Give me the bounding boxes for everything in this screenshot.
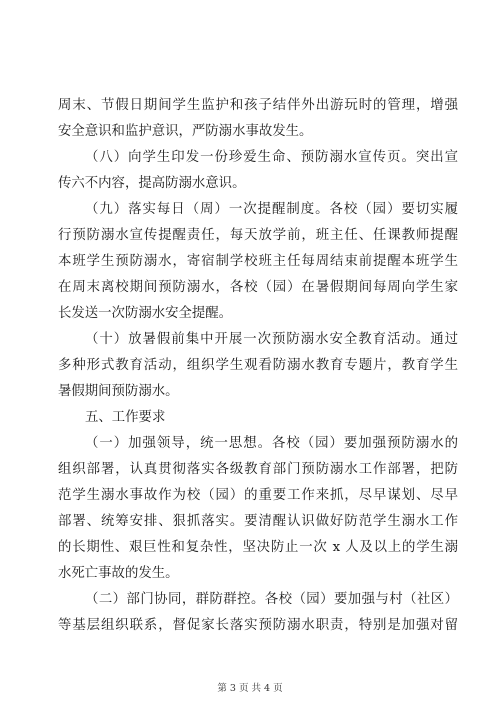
text-line: 等基层组织联系，督促家长落实预防溺水职责，特别是加强对留 [58,618,458,633]
text-line: 行预防溺水宣传提醒责任，每天放学前，班主任、任课教师提醒 [58,228,458,243]
text-line: 组织部署，认真贯彻落实各级教育部门预防溺水工作部署，把防 [58,462,458,477]
text-line: 安全意识和监护意识，严防溺水事故发生。 [58,124,313,139]
text-line: 水死亡事故的发生。 [58,566,179,581]
text-line: 在周末离校期间预防溺水，各校（园）在暑假期间每周向学生家 [58,280,458,295]
text-line: 周末、节假日期间学生监护和孩子结伴外出游玩时的管理，增强 [58,98,458,113]
section-heading: 五、工作要求 [85,410,166,425]
text-line: 本班学生预防溺水，寄宿制学校班主任每周结束前提醒本班学生 [58,254,458,269]
paragraph-start-line: （十）放暑假前集中开展一次预防溺水安全教育活动。通过 [85,332,458,347]
text-line: 长发送一次防溺水安全提醒。 [58,306,233,321]
paragraph-start-line: （一）加强领导，统一思想。各校（园）要加强预防溺水的 [85,436,458,451]
text-line: 多种形式教育活动，组织学生观看防溺水教育专题片，教育学生 [58,358,458,373]
text-line: 部署、统筹安排、狠抓落实。要清醒认识做好防范学生溺水工作 [58,514,458,529]
paragraph-start-line: （九）落实每日（周）一次提醒制度。各校（园）要切实履 [85,202,458,217]
page-number-footer: 第 3 页 共 4 页 [217,683,283,694]
paragraph-start-line: （二）部门协同，群防群控。各校（园）要加强与村（社区） [85,592,458,607]
text-line: 范学生溺水事故作为校（园）的重要工作来抓，尽早谋划、尽早 [58,488,458,503]
paragraph-start-line: （八）向学生印发一份珍爱生命、预防溺水宣传页。突出宣 [85,150,458,165]
text-line: 暑假期间预防溺水。 [58,384,179,399]
text-line: 的长期性、艰巨性和复杂性，坚决防止一次 x 人及以上的学生溺 [58,540,458,555]
text-line: 传六不内容，提高防溺水意识。 [58,176,246,191]
